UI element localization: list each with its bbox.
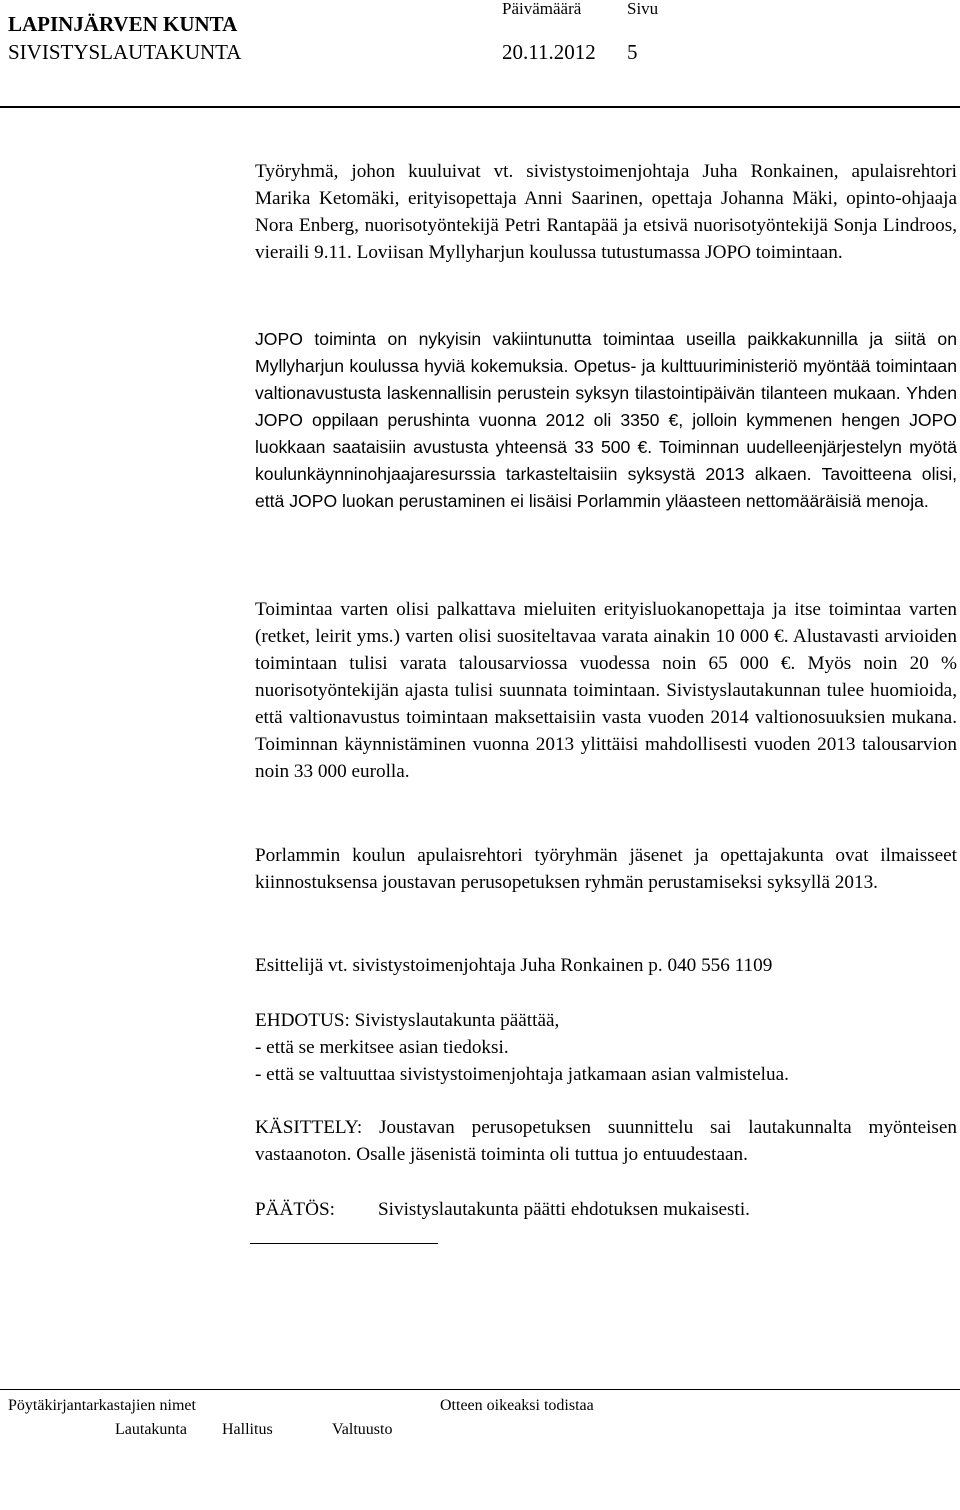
footer-rule (0, 1389, 960, 1390)
handling-paragraph: KÄSITTELY: Joustavan perusopetuksen suunnittelu sai lautakunnalta myönteisen vastaanoton. Osalle jäsenistä toiminta oli tuttua jo entuudestaan. (255, 1117, 957, 1165)
committee-label: Lautakunta (115, 1421, 187, 1438)
header-rule (0, 106, 960, 108)
decision-text: Sivistyslautakunta päätti ehdotuksen mukaisesti. (378, 1199, 750, 1220)
paragraph-costs: Toimintaa varten olisi palkattava mieluiten erityisluokanopettaja ja itse toimintaa varten (retket, leirit yms.) varten olisi suositeltavaa varata ainakin 10 000 €. Alustavasti arvioiden toimintaan tulisi varata talousarviossa vuodessa noin 65 000 €. Myös noin 20 % nuorisotyöntekijän ajasta tulisi suunnata toimintaan. Sivistyslautakunnan tulee huomioida, että valtionavustus toimintaan maksettaisiin vasta vuoden 2014 valtionosuuksien mukana. Toiminnan käynnistäminen vuonna 2013 ylittäisi mahdollisesti vuoden 2013 talousarvion noin 33 000 eurolla. (255, 599, 957, 782)
paragraph-porlammi-interest: Porlammin koulun apulaisrehtori työryhmän jäsenet ja opettajakunta ovat ilmaisseet kiinnostuksensa joustavan perusopetuksen ryhmän perustamiseksi syksyllä 2013. (255, 845, 957, 893)
extract-certification-label: Otteen oikeaksi todistaa (440, 1397, 594, 1414)
board-label: Hallitus (222, 1421, 273, 1438)
paragraph-jopo-funding: JOPO toiminta on nykyisin vakiintunutta toimintaa useilla paikkakunnilla ja siitä on Myllyharjun koulussa hyviä kokemuksia. Opetus- ja kulttuuriministeriö myöntää toimintaan valtionavustusta laskennallisin perustein syksyn tilastointipäivän tilanteen mukaan. Yhden JOPO oppilaan perushinta vuonna 2012 oli 3350 €, jolloin kymmenen hengen JOPO luokkaan saataisiin avustusta yhteensä 33 500 €. Toiminnan uudelleenjärjestelyn myötä koulunkäynninohjaajaresurssia tarkasteltaisiin syksystä 2013 alkaen. Tavoitteena olisi, että JOPO luokan perustaminen ei lisäisi Porlammin yläasteen nettomääräisiä menoja. (255, 329, 957, 511)
signature-line (250, 1243, 438, 1244)
proposal-item: - että se merkitsee asian tiedoksi. (255, 1037, 509, 1058)
date-value: 20.11.2012 (502, 40, 596, 64)
decision-label: PÄÄTÖS: (255, 1199, 335, 1220)
date-label: Päivämäärä (502, 0, 582, 18)
organization-name: LAPINJÄRVEN KUNTA (8, 12, 238, 36)
proposal-item: - että se valtuuttaa sivistystoimenjohtaja jatkamaan asian valmistelua. (255, 1064, 789, 1085)
proposal-heading: EHDOTUS: Sivistyslautakunta päättää, (255, 1010, 560, 1031)
page-number: 5 (627, 40, 638, 64)
council-label: Valtuusto (332, 1421, 393, 1438)
presenter-line: Esittelijä vt. sivistystoimenjohtaja Juha Ronkainen p. 040 556 1109 (255, 955, 773, 976)
reviewers-label: Pöytäkirjantarkastajien nimet (8, 1397, 196, 1414)
paragraph-working-group: Työryhmä, johon kuuluivat vt. sivistystoimenjohtaja Juha Ronkainen, apulaisrehtori Marika Ketomäki, erityisopettaja Anni Saarinen, opettaja Johanna Mäki, opinto-ohjaaja Nora Enberg, nuorisotyöntekijä Petri Rantapää ja etsivä nuorisotyöntekijä Sonja Lindroos, vieraili 9.11. Loviisan Myllyharjun koulussa tutustumassa JOPO toimintaan. (255, 161, 957, 263)
page-label: Sivu (627, 0, 659, 18)
department-name: SIVISTYSLAUTAKUNTA (8, 40, 242, 64)
